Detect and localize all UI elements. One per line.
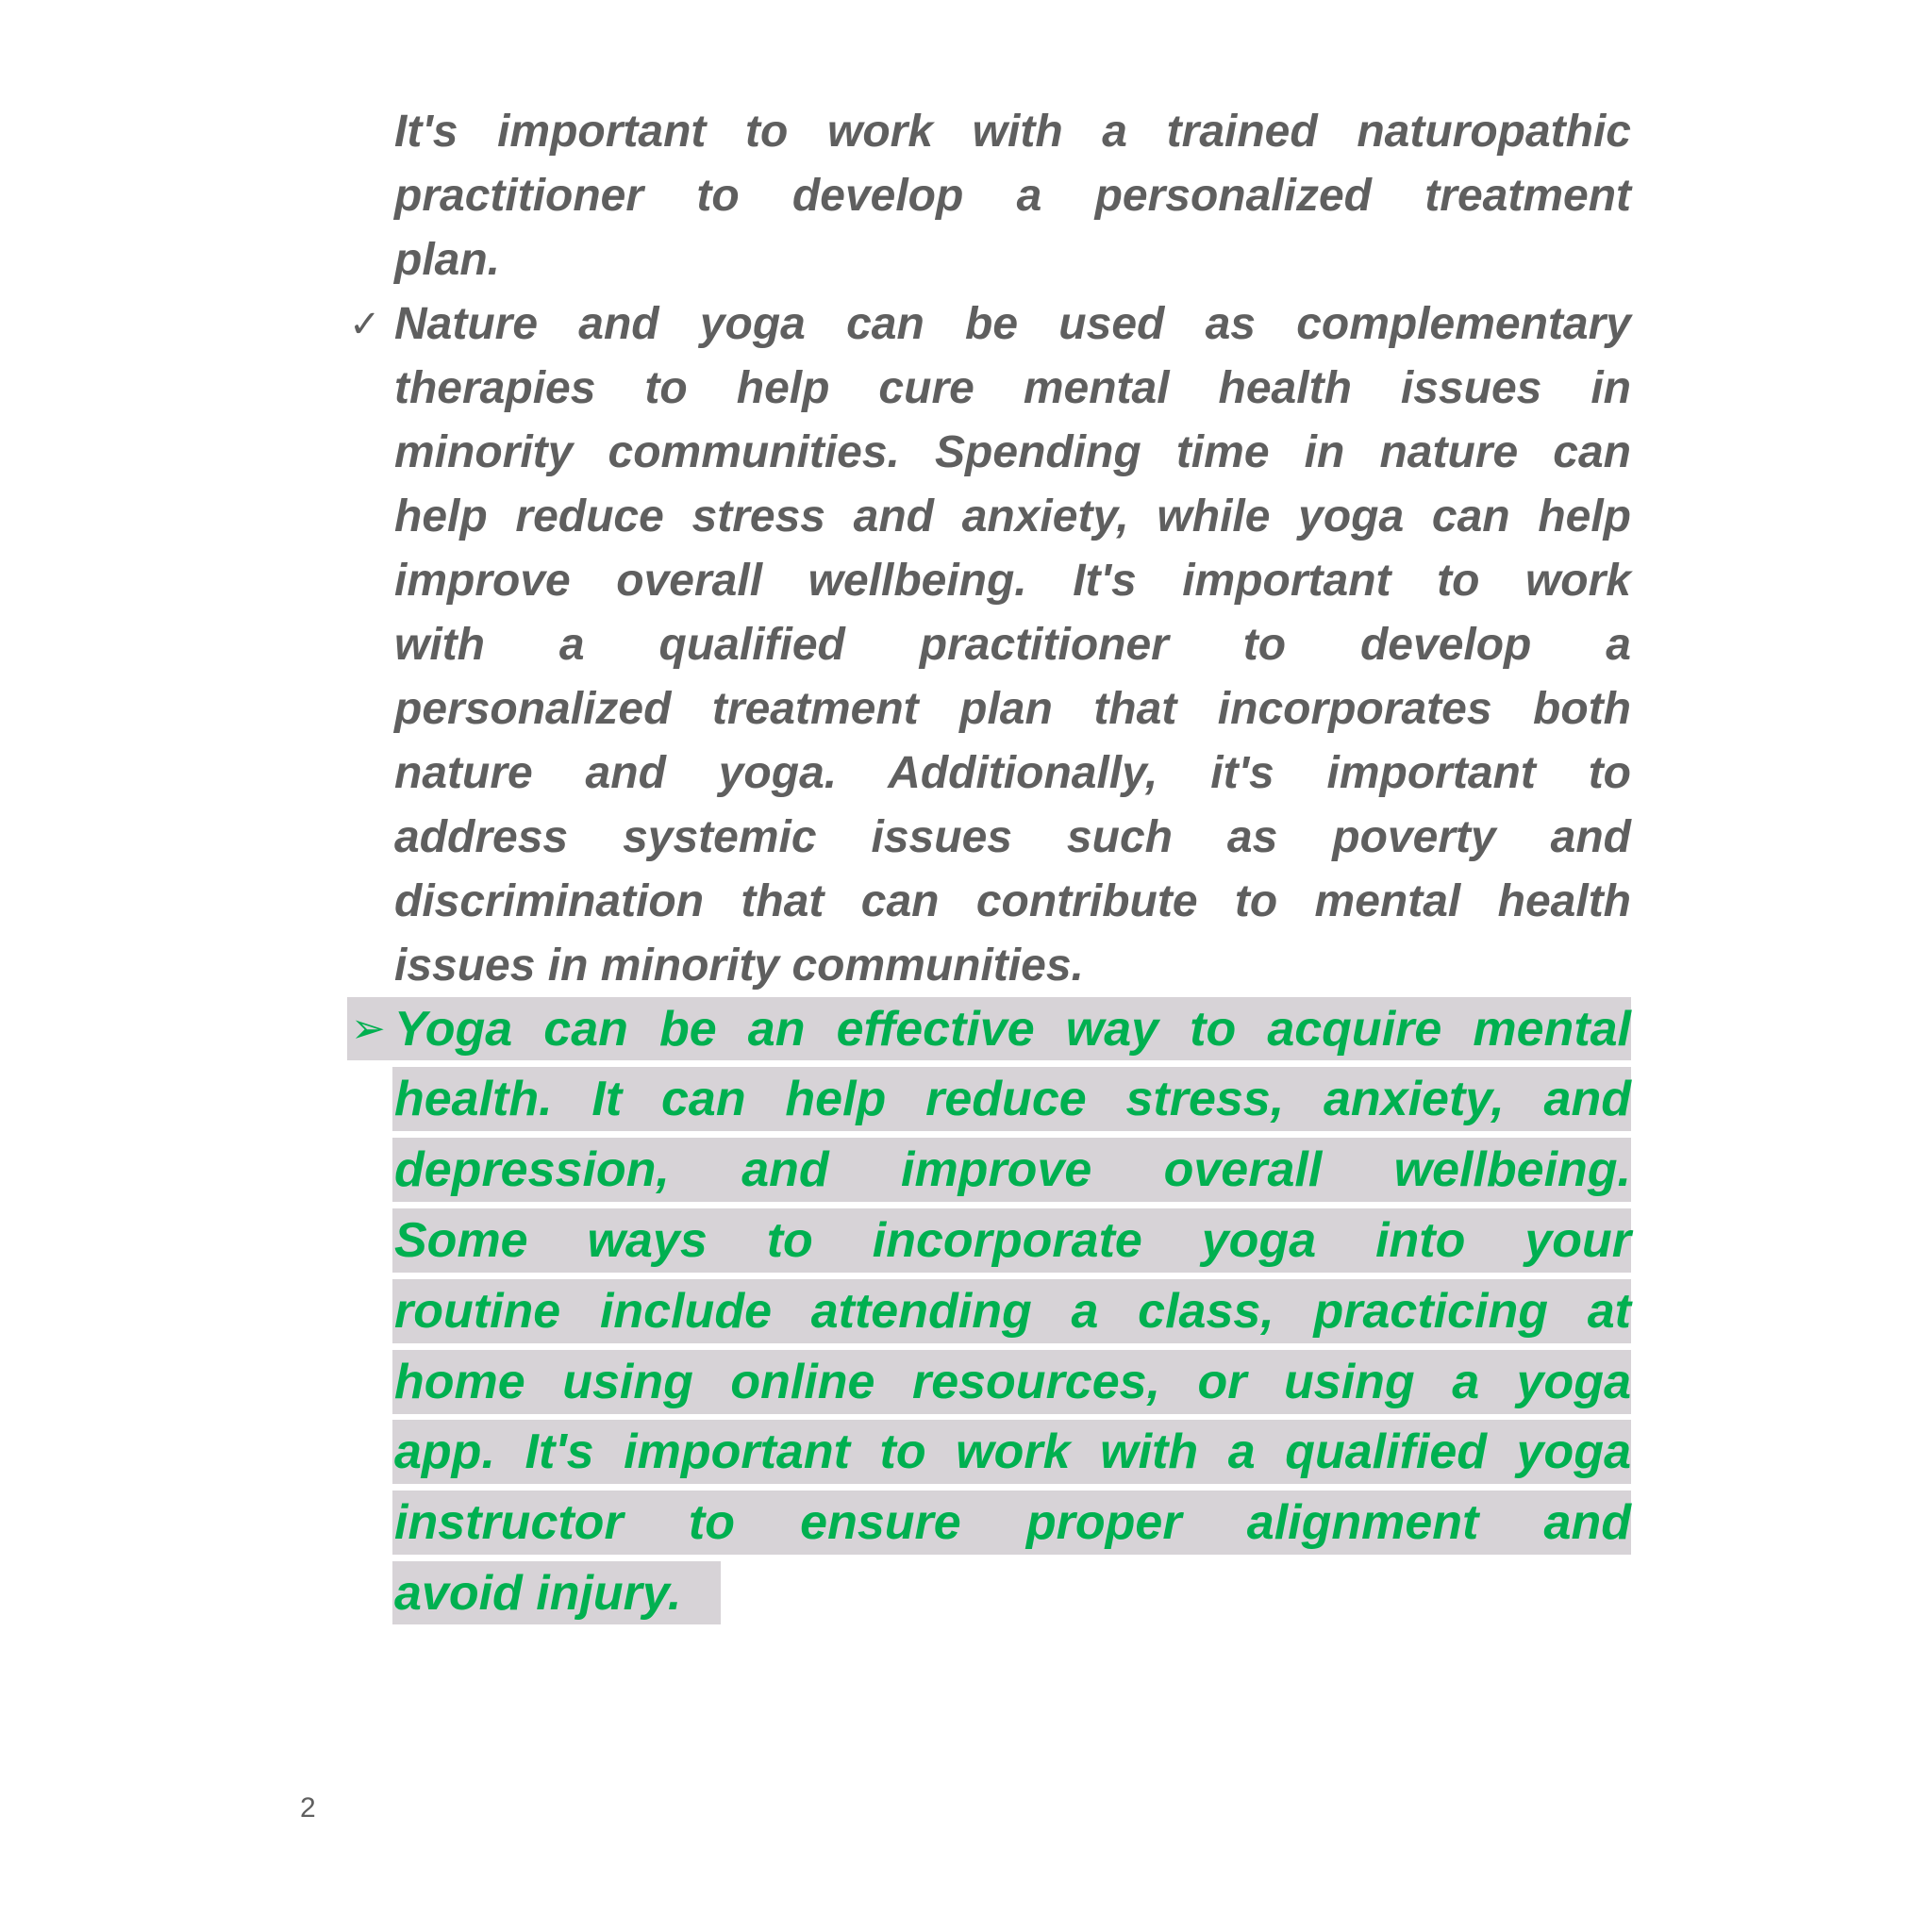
text-line: address systemic issues such as poverty and bbox=[394, 812, 1631, 862]
text-line: discrimination that can contribute to mental health bbox=[394, 876, 1631, 926]
page-number: 2 bbox=[300, 1792, 316, 1824]
text-line: personalized treatment plan that incorporates both bbox=[394, 684, 1631, 734]
text-line: with a qualified practitioner to develop a bbox=[394, 620, 1631, 670]
text-line: instructor to ensure proper alignment and bbox=[394, 1495, 1631, 1550]
checkmark-icon: ✓ bbox=[349, 303, 381, 346]
text-line: nature and yoga. Additionally, it's important to bbox=[394, 748, 1631, 798]
text-line: routine include attending a class, practicing at bbox=[394, 1284, 1631, 1339]
text-line: therapies to help cure mental health issues in bbox=[394, 363, 1631, 413]
text-line: app. It's important to work with a qualified yoga bbox=[394, 1424, 1631, 1479]
text-line: improve overall wellbeing. It's important to work bbox=[394, 556, 1631, 606]
text-line: issues in minority communities. bbox=[394, 941, 1084, 991]
text-line: minority communities. Spending time in nature can bbox=[394, 427, 1631, 477]
arrow-bullet-icon: ➢ bbox=[351, 1005, 386, 1053]
text-line: practitioner to develop a personalized treatment bbox=[394, 171, 1631, 221]
text-line: depression, and improve overall wellbeing. bbox=[394, 1142, 1631, 1197]
text-line: plan. bbox=[394, 235, 501, 285]
text-line: help reduce stress and anxiety, while yoga can help bbox=[394, 491, 1631, 541]
text-line: It's important to work with a trained naturopathic bbox=[394, 107, 1631, 157]
text-line: avoid injury. bbox=[394, 1566, 682, 1621]
text-line: Yoga can be an effective way to acquire mental bbox=[394, 1002, 1631, 1057]
text-line: health. It can help reduce stress, anxiety, and bbox=[394, 1072, 1631, 1126]
text-line: home using online resources, or using a yoga bbox=[394, 1355, 1631, 1409]
text-line: Nature and yoga can be used as complementary bbox=[394, 299, 1631, 349]
text-line: Some ways to incorporate yoga into your bbox=[394, 1213, 1631, 1268]
